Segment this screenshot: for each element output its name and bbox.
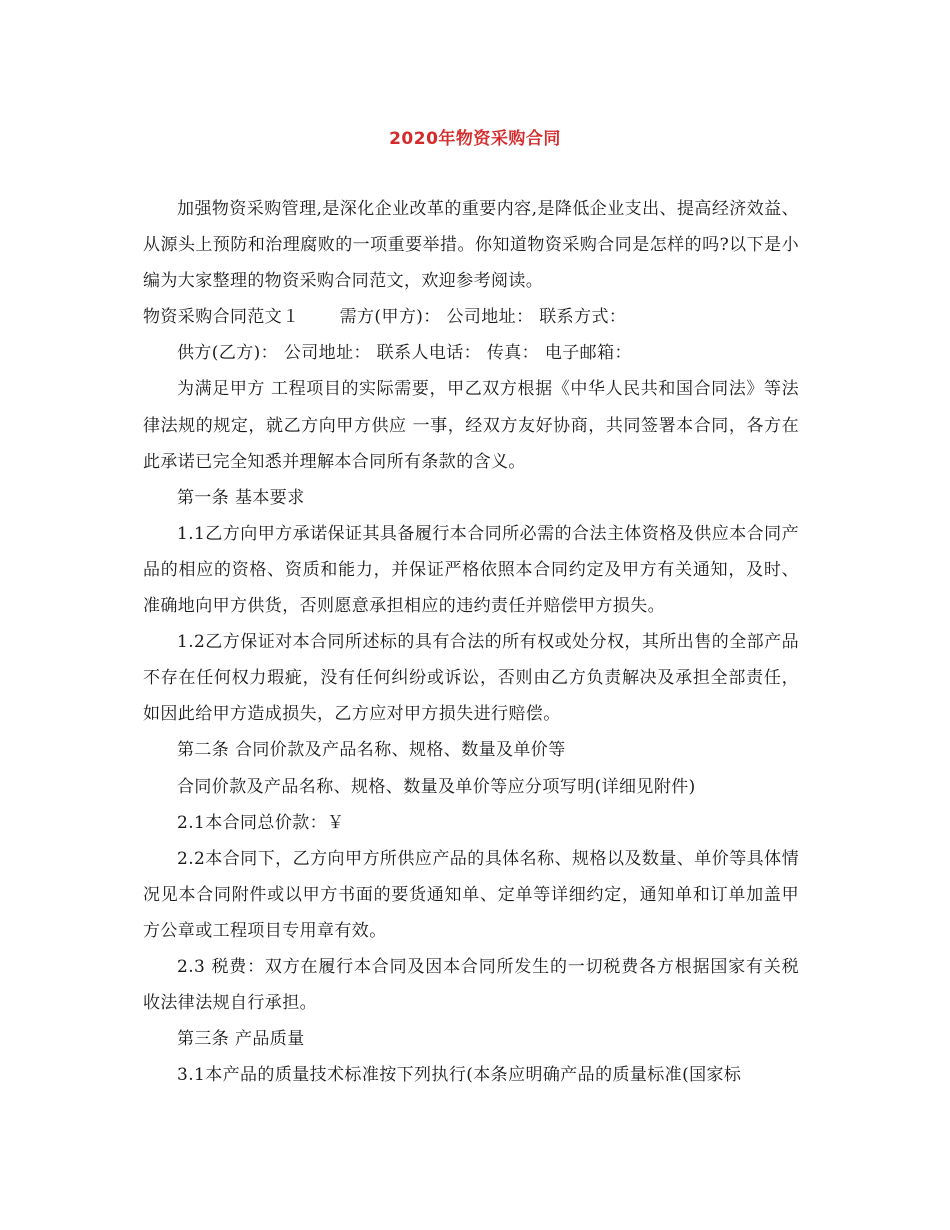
clause-1-1: 1.1乙方向甲方承诺保证其具备履行本合同所必需的合法主体资格及供应本合同产品的相应的资格、资质和能力，并保证严格依照本合同约定及甲方有关通知，及时、准确地向甲方供货，否则愿意承担相应的违约责任并赔偿甲方损失。 <box>143 523 799 617</box>
clause-1-2: 1.2乙方保证对本合同所述标的具有合法的所有权或处分权，其所出售的全部产品不存在任何权力瑕疵，没有任何纠纷或诉讼，否则由乙方负责解决及承担全部责任，如因此给甲方造成损失，乙方应对甲方损失进行赔偿。 <box>143 632 799 725</box>
clause-2-1: 2.1本合同总价款：￥ <box>177 812 345 833</box>
sample-heading: 物资采购合同范文１ <box>143 307 300 328</box>
buyer-info-line: 需方(甲方)： 公司地址： 联系方式： <box>339 307 627 328</box>
article-3-title: 第三条 产品质量 <box>177 1029 305 1050</box>
sample-heading-line <box>143 299 799 335</box>
intro-paragraph: 加强物资采购管理,是深化企业改革的重要内容,是降低企业支出、提高经济效益、从源头上预防和治理腐败的一项重要举措。你知道物资采购合同是怎样的吗?以下是小编为大家整理的物资采购合同范文，欢迎参考阅读。 <box>143 199 799 292</box>
document-body <box>143 191 799 1093</box>
clause-2-3: 2.3 税费：双方在履行本合同及因本合同所发生的一切税费各方根据国家有关税收法律法规自行承担。 <box>143 956 799 1014</box>
document-title: 2020年物资采购合同 <box>389 129 561 149</box>
supplier-info-line: 供方(乙方)： 公司地址： 联系人电话： 传真： 电子邮箱： <box>177 343 632 364</box>
article-1-title: 第一条 基本要求 <box>177 487 305 508</box>
article-2-title: 第二条 合同价款及产品名称、规格、数量及单价等 <box>177 740 566 761</box>
preamble-paragraph: 为满足甲方 工程项目的实际需要，甲乙双方根据《中华人民共和国合同法》等法律法规的规定，就乙方向甲方供应 一事，经双方友好协商，共同签署本合同，各方在此承诺已完全知悉并理解本合同所有条款的含义。 <box>143 379 799 472</box>
article-2-note: 合同价款及产品名称、规格、数量及单价等应分项写明(详细见附件) <box>177 776 696 797</box>
clause-2-2: 2.2本合同下，乙方向甲方所供应产品的具体名称、规格以及数量、单价等具体情况见本合同附件或以甲方书面的要货通知单、定单等详细约定，通知单和订单加盖甲方公章或工程项目专用章有效。 <box>143 848 799 941</box>
clause-3-1: 3.1本产品的质量技术标准按下列执行(本条应明确产品的质量标准(国家标 <box>177 1065 742 1086</box>
